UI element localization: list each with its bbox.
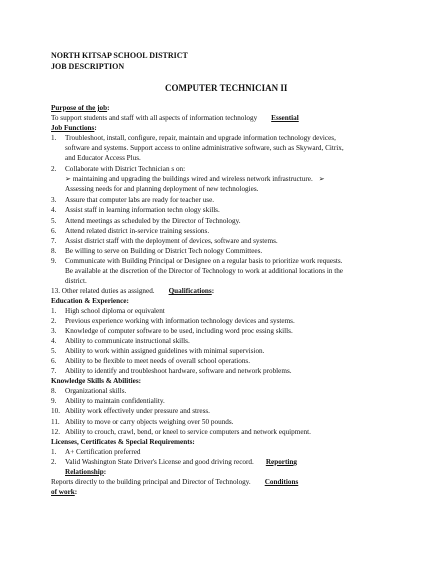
reporting-heading: Relationship: (65, 468, 107, 476)
licenses-heading: Licenses, Certificates & Special Requirements: (51, 438, 195, 446)
list-item: 8. Be willing to serve on Building or District Tech nology Committees. (51, 247, 263, 255)
list-item: 3. Knowledge of computer software to be used, including word proc essing skills. (51, 327, 293, 335)
list-item: 12. Ability to crouch, crawl, bend, or kneel to service computers and network equipment. (51, 428, 311, 436)
reporting-text: Reports directly to the building principal and Director of Technology. Conditions (51, 478, 299, 486)
purpose-heading: Purpose of the job: (51, 104, 110, 112)
list-item-cont: and Educator Access Plus. (65, 154, 141, 162)
list-item: 2. Collaborate with District Technician s on: (51, 165, 186, 173)
list-item: 6. Attend related district in-service training sessions. (51, 227, 210, 235)
list-item: 2. Previous experience working with information technology devices and systems. (51, 317, 295, 325)
list-item: 1. Troubleshoot, install, configure, repair, maintain and upgrade information technology devices, (51, 134, 336, 142)
list-item: 6. Ability to be flexible to meet needs of overall school operations. (51, 357, 251, 365)
list-item: 1. A+ Certification preferred (51, 448, 141, 456)
list-item: 8. Organizational skills. (51, 387, 127, 395)
list-item: 3. Assure that computer labs are ready for teacher use. (51, 196, 215, 204)
list-item: 9. Communicate with Building Principal or Designee on a regular basis to prioritize work requests. (51, 257, 343, 265)
collab-line-2: Assessing needs for and planning deployment of new technologies. (65, 185, 259, 193)
list-item: 4. Assist staff in learning information techn ology skills. (51, 206, 220, 214)
list-item: 5. Attend meetings as scheduled by the Director of Technology. (51, 217, 241, 225)
conditions-heading: of work: (51, 488, 78, 496)
list-item: 2. Valid Washington State Driver's License and good driving record. Reporting (51, 458, 297, 466)
list-item-cont: software and systems. Support access to online administrative software, such as Skyward, Citrix, (65, 144, 344, 152)
list-item: 5. Ability to work within assigned guidelines with minimal supervision. (51, 347, 265, 355)
list-item: 13. Other related duties as assigned. Qualifications: (51, 287, 215, 295)
page-title: COMPUTER TECHNICIAN II (165, 83, 288, 93)
list-item-cont: district. (65, 277, 87, 285)
list-item: 4. Ability to communicate instructional skills. (51, 337, 190, 345)
list-item: 1. High school diploma or equivalent (51, 307, 165, 315)
purpose-text: To support students and staff with all aspects of information technology Essential (51, 114, 299, 122)
list-item: 9. Ability to maintain confidentiality. (51, 397, 165, 405)
knowledge-heading: Knowledge Skills & Abilities: (51, 377, 142, 385)
education-heading: Education & Experience: (51, 297, 129, 305)
arrow-bullet-icon: ➢ (318, 175, 325, 183)
list-item: 11. Ability to move or carry objects weighing over 50 pounds. (51, 418, 234, 426)
district-name: NORTH KITSAP SCHOOL DISTRICT (51, 51, 188, 60)
list-item: 7. Assist district staff with the deployment of devices, software and systems. (51, 237, 278, 245)
list-item: 7. Ability to identify and troubleshoot hardware, software and network problems. (51, 367, 292, 375)
essential-functions-heading: Job Functions: (51, 124, 97, 132)
arrow-bullet-icon: ➢ (65, 175, 72, 183)
list-item-cont: Be available at the discretion of the Director of Technology to work at additional locations in the (65, 267, 343, 275)
list-item: 10. Ability work effectively under pressure and stress. (51, 407, 210, 415)
collab-line: ➢ maintaining and upgrading the buildings wired and wireless network infrastructure. ➢ (65, 175, 325, 183)
doc-type: JOB DESCRIPTION (51, 62, 125, 71)
